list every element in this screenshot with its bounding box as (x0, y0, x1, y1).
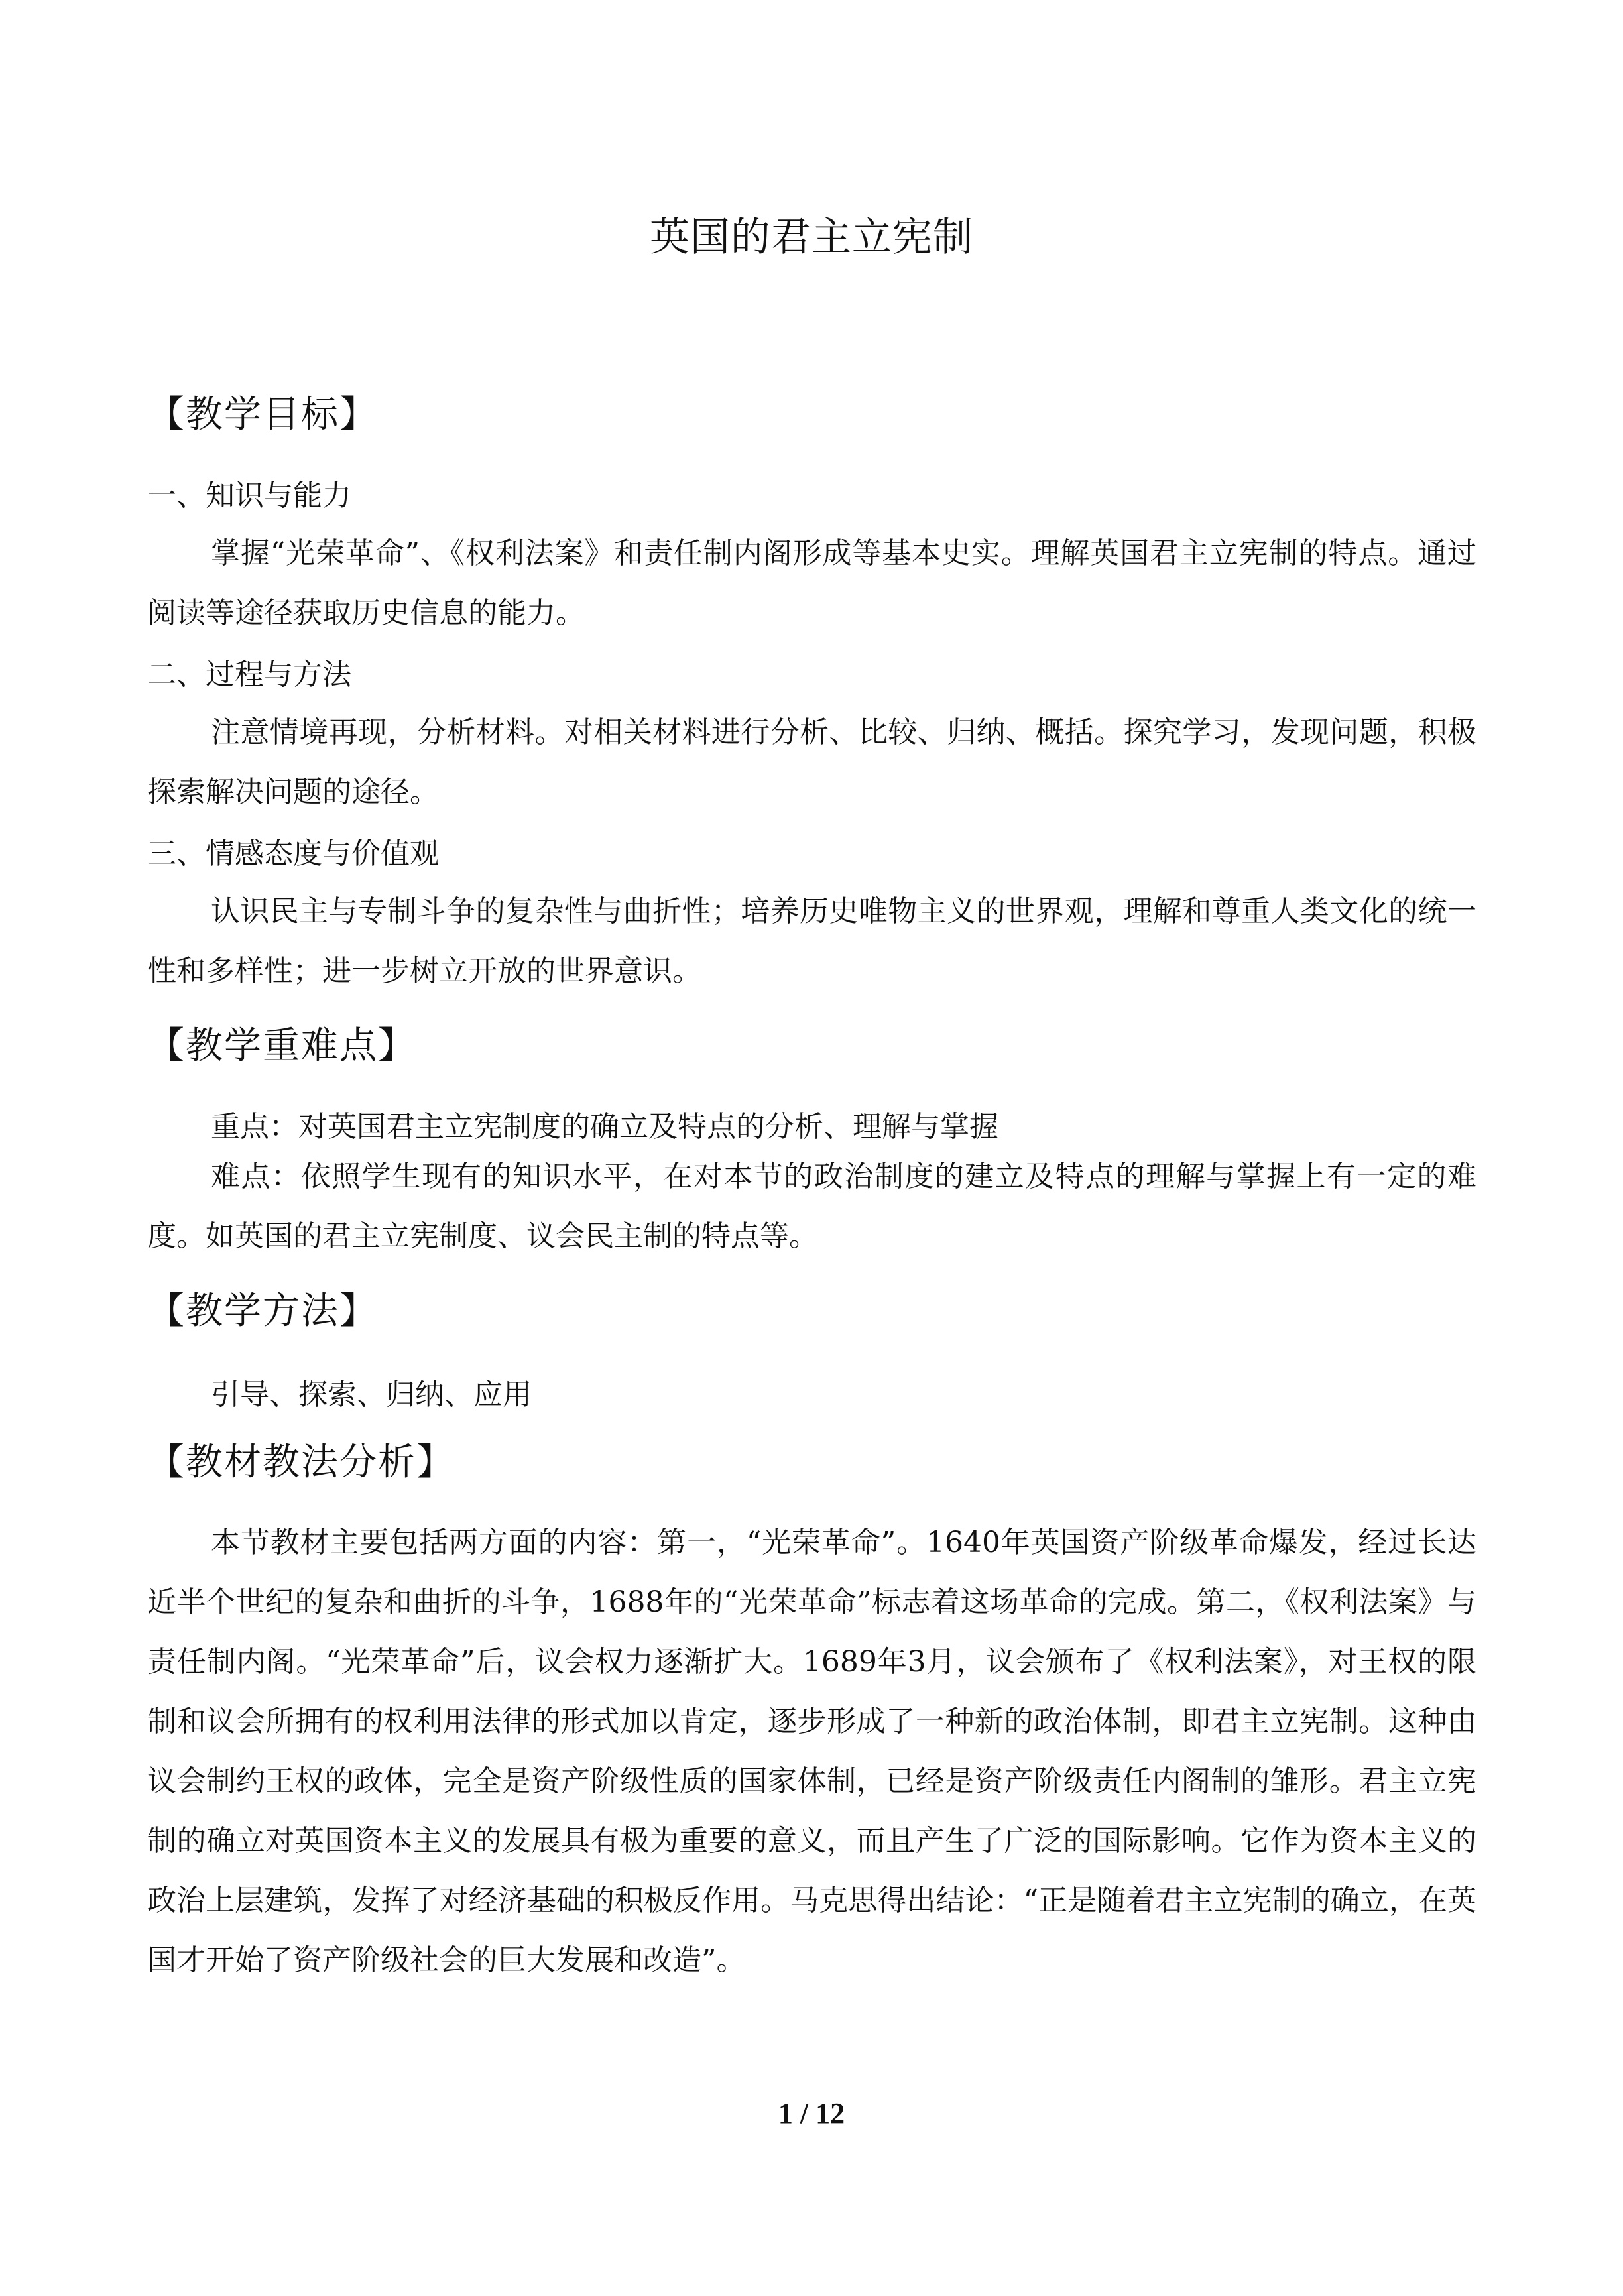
sub-heading-values: 三、情感态度与价值观 (147, 837, 439, 871)
section-heading-methods: 【教学方法】 (147, 1290, 378, 1333)
document-title: 英国的君主立宪制 (650, 214, 973, 261)
methods-line: 引导、探索、归纳、应用 (211, 1378, 532, 1412)
paragraph-knowledge: 掌握“光荣革命”、《权利法案》和责任制内阁形成等基本史实。理解英国君主立宪制的特点。通过阅读等途径获取历史信息的能力。 (147, 536, 1476, 630)
section-heading-goals: 【教学目标】 (147, 393, 378, 436)
paragraph-values: 认识民主与专制斗争的复杂性与曲折性；培养历史唯物主义的世界观，理解和尊重人类文化的统一性和多样性；进一步树立开放的世界意识。 (147, 894, 1476, 988)
sub-heading-process: 二、过程与方法 (147, 658, 351, 692)
sub-heading-knowledge: 一、知识与能力 (147, 479, 351, 513)
section-heading-analysis: 【教材教法分析】 (147, 1441, 455, 1484)
paragraph-process: 注意情境再现，分析材料。对相关材料进行分析、比较、归纳、概括。探究学习，发现问题，积极探索解决问题的途径。 (147, 715, 1476, 809)
page-number: 1 / 12 (778, 2097, 845, 2130)
paragraph-difficulty: 难点：依照学生现有的知识水平，在对本节的政治制度的建立及特点的理解与掌握上有一定的难度。如英国的君主立宪制度、议会民主制的特点等。 (147, 1160, 1476, 1253)
paragraph-analysis: 本节教材主要包括两方面的内容：第一，“光荣革命”。1640年英国资产阶级革命爆发，经过长达近半个世纪的复杂和曲折的斗争，1688年的“光荣革命”标志着这场革命的完成。第二，《权利法案》与责任制内阁。“光荣革命”后，议会权力逐渐扩大。1689年3月，议会颁布了《权利法案》，对王权的限制和议会所拥有的权利用法律的形式加以肯定，逐步形成了一种新的政治体制，即君主立宪制。这种由议会制约王权的政体，完全是资产阶级性质的国家体制，已经是资产阶级责任内阁制的雏形。君主立宪制的确立对英国资本主义的发展具有极为重要的意义，而且产生了广泛的国际影响。它作为资本主义的政治上层建筑，发挥了对经济基础的积极反作用。马克思得出结论：“正是随着君主立宪制的确立，在英国才开始了资产阶级社会的巨大发展和改造”。 (147, 1526, 1476, 1977)
section-heading-key-points: 【教学重难点】 (147, 1024, 416, 1067)
key-point-line: 重点：对英国君主立宪制度的确立及特点的分析、理解与掌握 (211, 1110, 998, 1144)
